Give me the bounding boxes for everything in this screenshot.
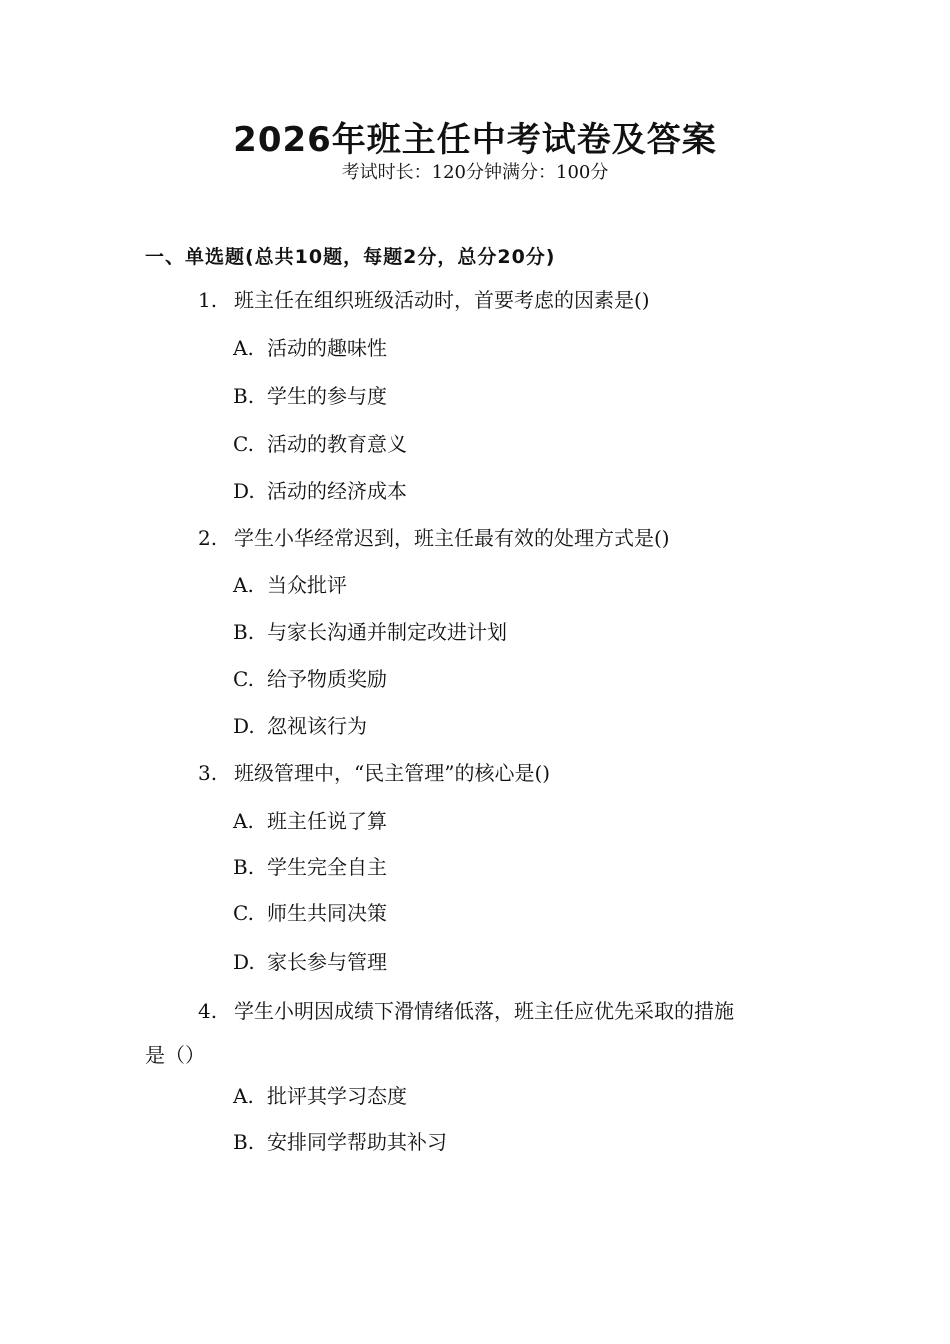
option-letter: D. (233, 714, 255, 738)
option-text: 活动的教育意义 (267, 432, 407, 456)
option-2a (233, 571, 347, 599)
option-1a (233, 334, 387, 362)
question-2 (198, 524, 670, 552)
option-letter: A. (233, 1084, 254, 1108)
question-number: 1. (198, 288, 218, 312)
option-letter: A. (233, 336, 254, 360)
question-4 (198, 997, 734, 1025)
option-2c (233, 665, 387, 693)
option-letter: C. (233, 901, 254, 925)
option-text: 给予物质奖励 (267, 667, 387, 691)
question-3 (198, 759, 550, 787)
option-letter: C. (233, 432, 254, 456)
option-letter: B. (233, 1130, 255, 1154)
option-letter: A. (233, 573, 254, 597)
question-4-continued: 是（） (145, 1043, 205, 1067)
option-text: 学生完全自主 (267, 855, 387, 879)
option-letter: B. (233, 384, 255, 408)
option-3d (233, 948, 387, 976)
question-1 (198, 286, 650, 314)
option-1c (233, 430, 407, 458)
option-letter: A. (233, 809, 254, 833)
option-text: 活动的趣味性 (267, 336, 387, 360)
option-text: 学生的参与度 (267, 384, 387, 408)
option-text: 班主任说了算 (267, 809, 387, 833)
question-text: 班主任在组织班级活动时，首要考虑的因素是() (234, 288, 650, 312)
option-letter: D. (233, 479, 255, 503)
option-letter: D. (233, 950, 255, 974)
question-number: 2. (198, 526, 218, 550)
option-1b (233, 382, 387, 410)
option-text: 安排同学帮助其补习 (267, 1130, 447, 1154)
option-text: 当众批评 (267, 573, 347, 597)
option-3c (233, 899, 387, 927)
option-4b (233, 1128, 447, 1156)
question-number: 4. (198, 999, 218, 1023)
question-text: 学生小华经常迟到，班主任最有效的处理方式是() (234, 526, 670, 550)
question-text: 学生小明因成绩下滑情绪低落，班主任应优先采取的措施 (234, 999, 734, 1023)
option-text: 批评其学习态度 (267, 1084, 407, 1108)
option-2d (233, 712, 367, 740)
option-text: 与家长沟通并制定改进计划 (267, 620, 507, 644)
option-1d (233, 477, 407, 505)
option-text: 家长参与管理 (267, 950, 387, 974)
question-number: 3. (198, 761, 218, 785)
option-2b (233, 618, 507, 646)
section-heading: 一、单选题(总共10题，每题2分，总分20分) (145, 246, 556, 268)
option-4a (233, 1082, 407, 1110)
option-letter: B. (233, 855, 255, 879)
option-3b (233, 853, 387, 881)
exam-info: 考试时长：120分钟满分：100分 (341, 162, 609, 183)
option-letter: B. (233, 620, 255, 644)
option-letter: C. (233, 667, 254, 691)
option-text: 忽视该行为 (267, 714, 367, 738)
document-title: 2026年班主任中考试卷及答案 (233, 120, 717, 160)
question-text: 班级管理中，“民主管理”的核心是() (234, 761, 551, 785)
option-3a (233, 807, 387, 835)
option-text: 活动的经济成本 (267, 479, 407, 503)
option-text: 师生共同决策 (267, 901, 387, 925)
